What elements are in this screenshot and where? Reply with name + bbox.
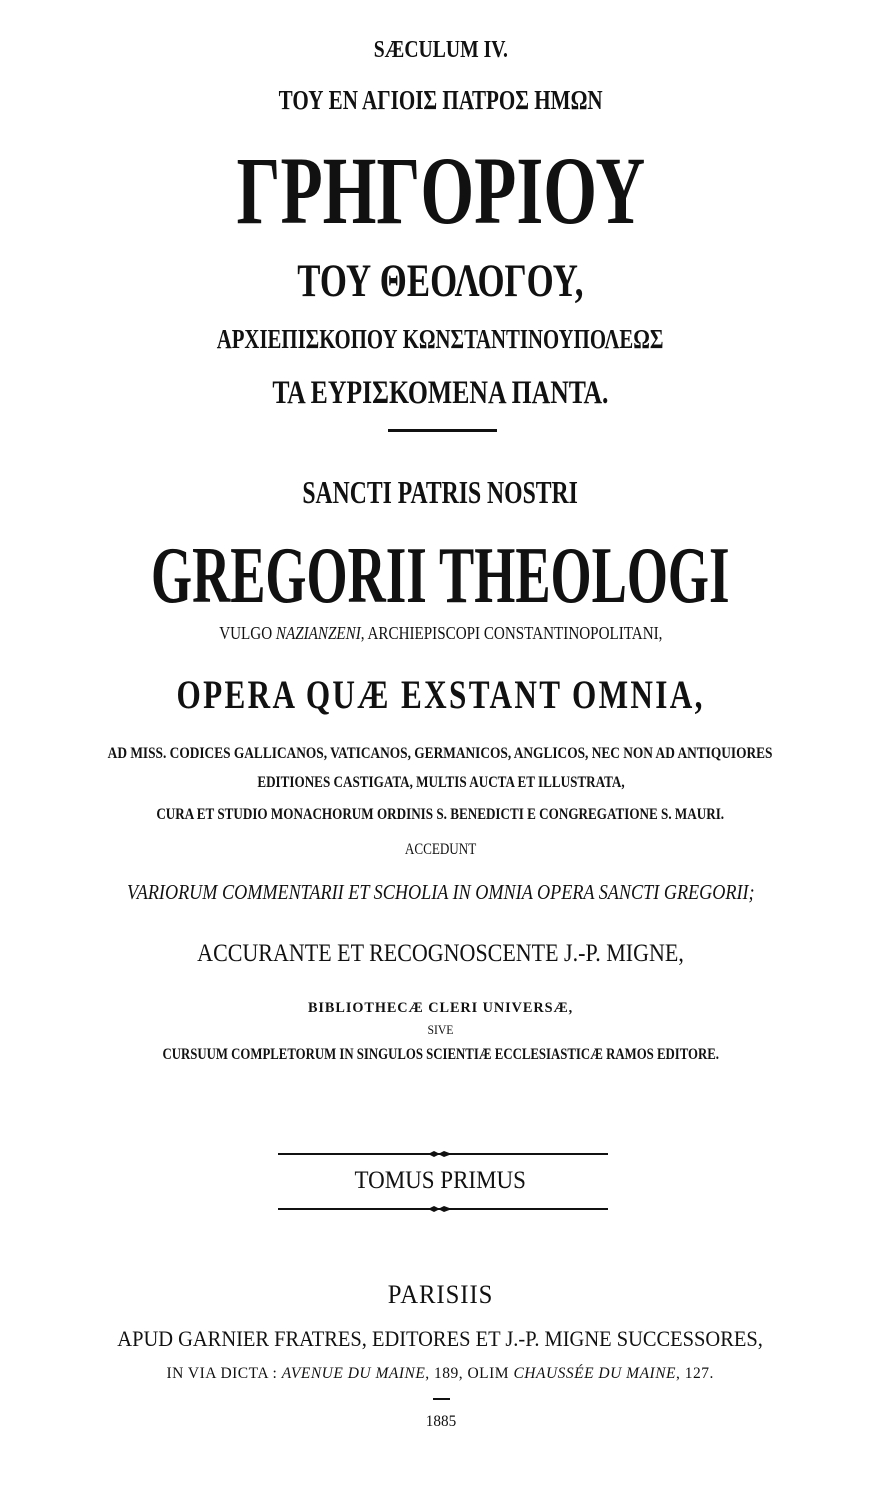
latin-cursuum: CURSUUM COMPLETORUM IN SINGULOS SCIENTIÆ ECCLESIASTICÆ RAMOS EDITORE. [162,1046,719,1063]
imprint-year: 1885 [425,1413,456,1430]
latin-sancti-patris: SANCTI PATRIS NOSTRI [302,474,579,510]
year-dash [433,1398,450,1400]
section-divider [388,429,497,432]
greek-author-name: ΓΡΗΓΟΡΙΟΥ [236,137,645,244]
latin-opera-title: OPERA QUÆ EXSTANT OMNIA, [176,672,705,717]
latin-author-name: GREGORII THEOLOGI [151,532,730,620]
imprint-apud-garnier: APUD GARNIER FRATRES, EDITORES ET J.-P. MIGNE SUCCESSORES, [117,1326,764,1351]
latin-accedunt: ACCEDUNT [404,841,477,858]
latin-cura-studio: CURA ET STUDIO MONACHORUM ORDINIS S. BENEDICTI E CONGREGATIONE S. MAURI. [156,806,725,823]
greek-archiepiskopou: ΑΡΧΙΕΠΙΣΚΟΠΟΥ ΚΩΝΣΤΑΝΤΙΝΟΥΠΟΛΕΩΣ [217,324,664,354]
latin-ad-miss: AD MISS. CODICES GALLICANOS, VATICANOS, GERMANICOS, ANGLICOS, NEC NON AD ANTIQUIORES [108,745,773,762]
ornament-diamond-icon [428,1151,452,1157]
latin-bibliotheca: BIBLIOTHECÆ CLERI UNIVERSÆ, [307,1000,574,1016]
greek-theologou: ΤΟΥ ΘΕΟΛΟΓΟΥ, [297,255,584,307]
saeculum-heading: SÆCULUM IV. [373,37,508,63]
latin-sive: SIVE [427,1022,454,1037]
ornament-diamond-icon [428,1206,452,1212]
latin-editiones: EDITIONES CASTIGATA, MULTIS AUCTA ET ILLUSTRATA, [256,774,625,791]
greek-subtitle-line: ΤΟΥ ΕΝ ΑΓΙΟΙΣ ΠΑΤΡΟΣ ΗΜΩΝ [278,85,603,115]
imprint-parisiis: PARISIIS [387,1280,494,1309]
latin-variorum: VARIORUM COMMENTARII ET SCHOLIA IN OMNIA OPERA SANCTI GREGORII; [126,880,755,904]
imprint-via-dicta: IN VIA DICTA : AVENUE DU MAINE, 189, OLIM CHAUSSÉE DU MAINE, 127. [166,1365,715,1382]
greek-ta-panta: ΤΑ ΕΥΡΙΣΚΟΜΕΝΑ ΠΑΝΤΑ. [272,375,609,411]
latin-accurante-migne: ACCURANTE ET RECOGNOSCENTE J.-P. MIGNE, [197,940,684,967]
latin-vulgo-line: VULGO NAZIANZENI, ARCHIEPISCOPI CONSTANTINOPOLITANI, [218,623,663,643]
tomus-primus: TOMUS PRIMUS [354,1167,527,1194]
